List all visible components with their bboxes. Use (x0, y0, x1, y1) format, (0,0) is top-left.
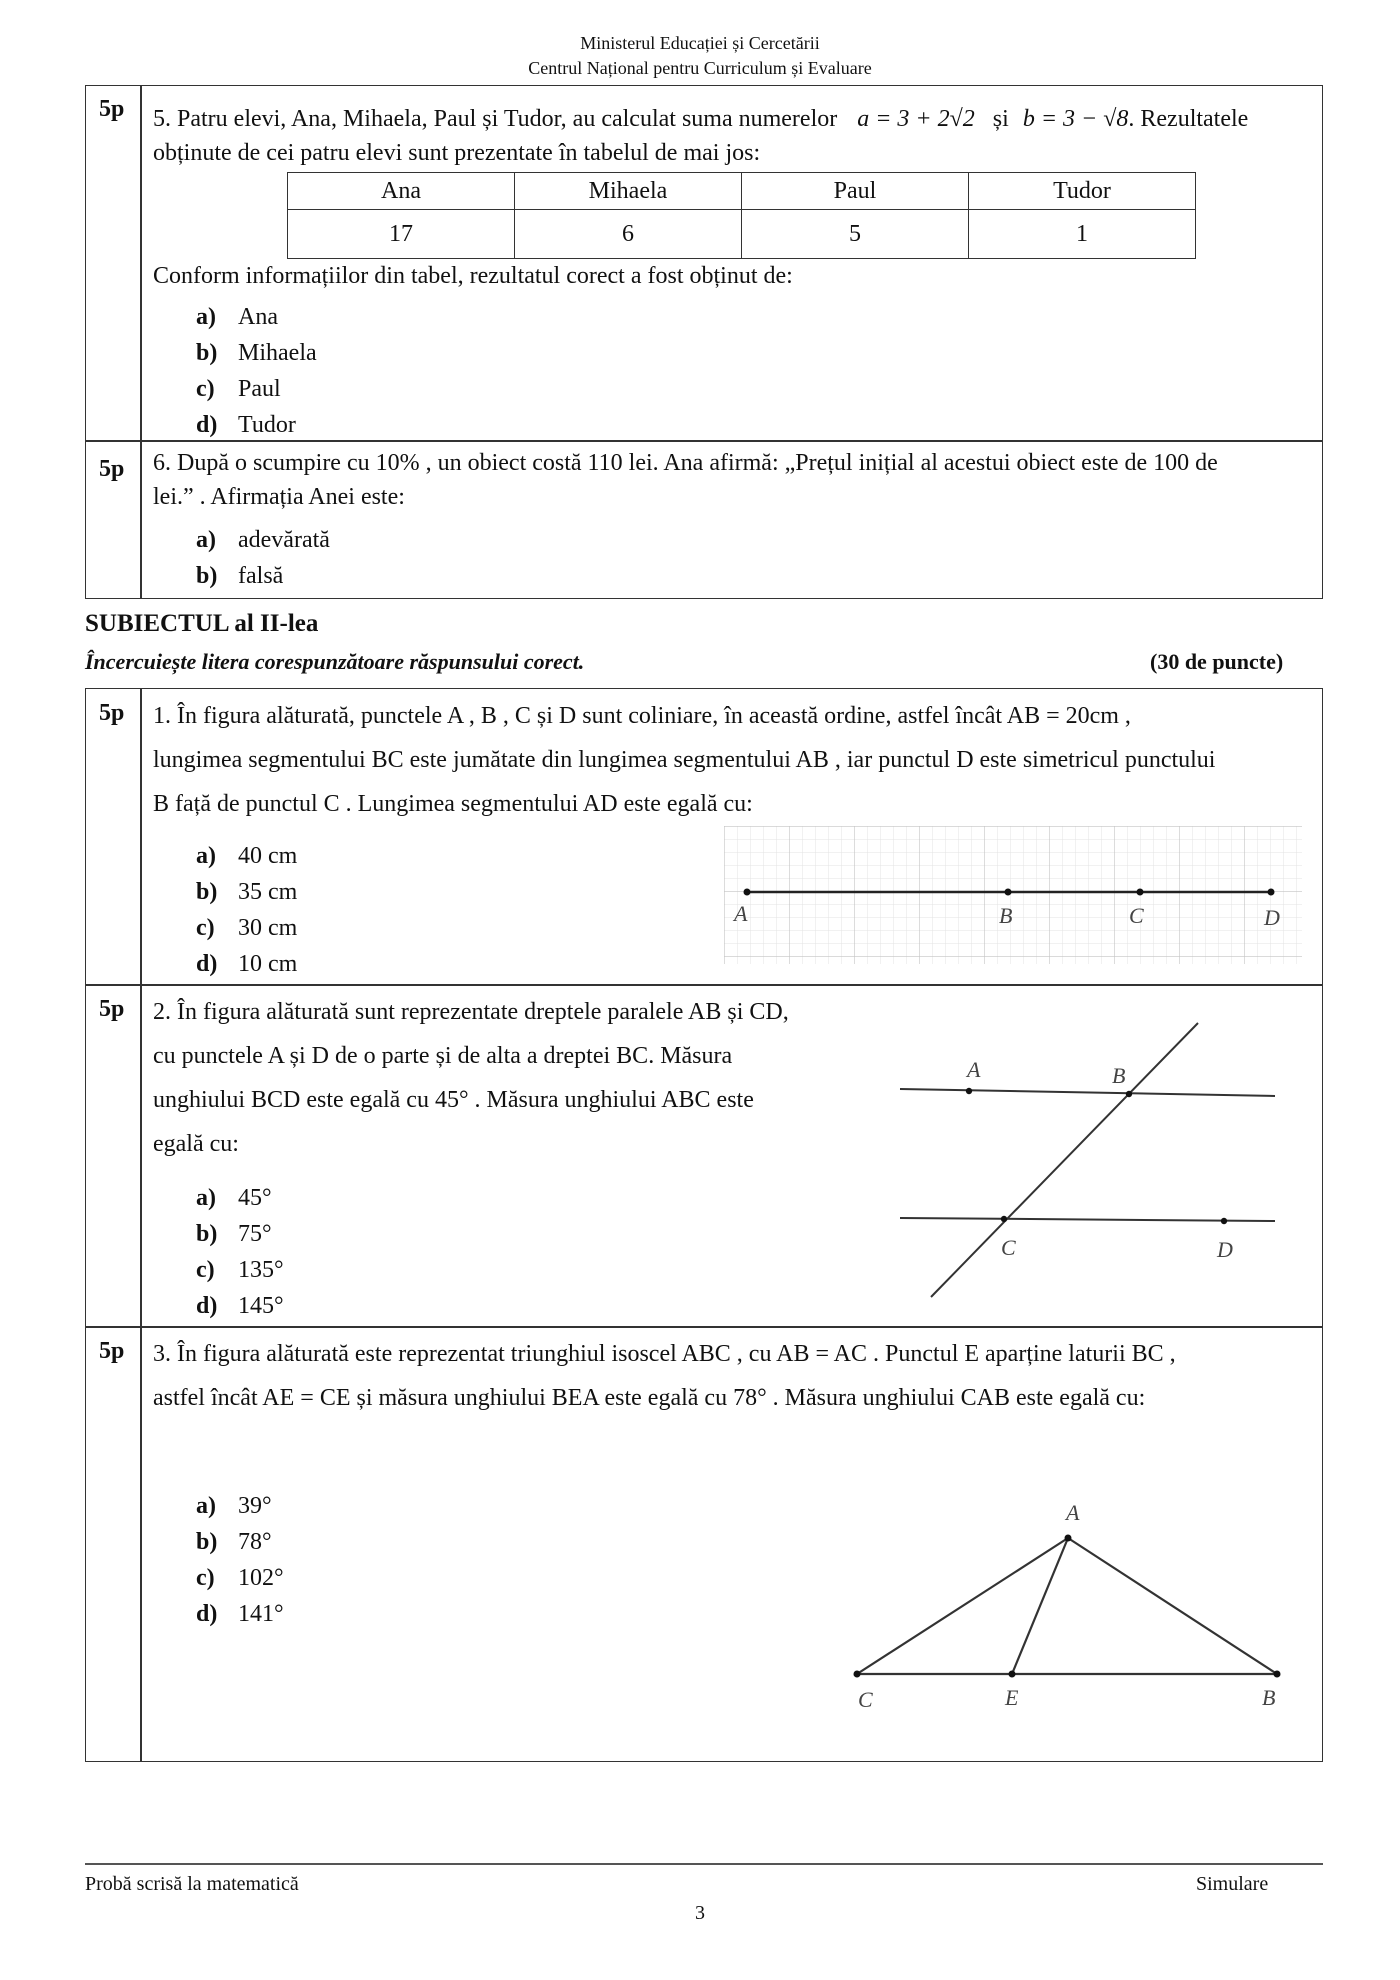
s2q2-line1: 2. În figura alăturată sunt reprezentate dreptele paralele AB și CD, (153, 999, 789, 1025)
s2q1-line3: B față de punctul C . Lungimea segmentului AD este egală cu: (153, 791, 753, 817)
point-e (1009, 1671, 1016, 1678)
s2q1-line1: 1. În figura alăturată, punctele A , B , C și D sunt coliniare, în această ordine, astfel încât AB = 20cm , (153, 703, 1131, 729)
option-item[interactable]: a) adevărată (196, 527, 330, 553)
option-item[interactable]: b) 35 cm (196, 879, 298, 905)
label-a: A (1066, 1500, 1080, 1525)
label-d: D (1217, 1237, 1233, 1262)
footer-right: Simulare (1196, 1873, 1269, 1895)
label-b: B (1262, 1685, 1276, 1710)
line-cd (900, 1218, 1275, 1221)
table-cell: 5 (742, 210, 969, 259)
label-c: C (1129, 903, 1144, 928)
s2q2-statement (153, 990, 853, 1166)
q6-statement (153, 446, 1313, 514)
point-c (1137, 889, 1144, 896)
table-cell: 1 (969, 210, 1196, 259)
section2-instruction: Încercuiește litera corespunzătoare răspunsului corect. (85, 649, 585, 674)
label-b: B (1112, 1063, 1126, 1088)
s2q2-points: 5p (99, 996, 125, 1022)
point-b (1005, 889, 1012, 896)
row-divider (85, 984, 1323, 986)
table-header-row (288, 173, 1196, 210)
line-ab (900, 1089, 1275, 1096)
s2q3-points: 5p (99, 1338, 125, 1364)
footer-rule (85, 1863, 1323, 1865)
q5-formula-a: a = 3 + 2√2 (857, 106, 975, 132)
header-center: Centrul Național pentru Curriculum și Evaluare (528, 58, 872, 78)
label-b: B (999, 903, 1013, 928)
s2q2-line2: cu punctele A și D de o parte și de alta a dreptei BC. Măsura (153, 1043, 733, 1069)
q5-text-a: 5. Patru elevi, Ana, Mihaela, Paul și Tudor, au calculat suma numerelor (153, 106, 838, 132)
q5-and: și (992, 106, 1009, 132)
option-item[interactable]: d) 145° (196, 1293, 284, 1319)
option-item[interactable]: b) falsă (196, 563, 284, 589)
q5-text-c: obținute de cei patru elevi sunt prezentate în tabelul de mai jos: (153, 140, 761, 166)
q5-points: 5p (99, 96, 125, 122)
point-d (1221, 1218, 1227, 1224)
label-c: C (1001, 1235, 1016, 1260)
option-item[interactable]: a) 39° (196, 1493, 272, 1519)
option-item[interactable]: c) 135° (196, 1257, 284, 1283)
section2-points: (30 de puncte) (1150, 649, 1284, 674)
label-c: C (858, 1687, 873, 1712)
s2q2-options (196, 1180, 284, 1324)
points-column-divider (140, 85, 142, 599)
s2q1-line2: lungimea segmentului BC este jumătate din lungimea segmentului AB , iar punctul D este simetricul punctului (153, 747, 1216, 773)
option-item[interactable]: d) Tudor (196, 412, 296, 438)
option-item[interactable]: b) Mihaela (196, 340, 317, 366)
label-d: D (1264, 905, 1280, 930)
point-c (854, 1671, 861, 1678)
q5-results-table (287, 172, 1196, 259)
option-item[interactable]: a) 40 cm (196, 843, 298, 869)
s2q3-line2: astfel încât AE = CE și măsura unghiului BEA este egală cu 78° . Măsura unghiului CAB este egală cu: (153, 1385, 1146, 1411)
table-header-cell: Paul (742, 173, 969, 210)
grid-background (724, 826, 1302, 964)
option-item[interactable]: c) 102° (196, 1565, 284, 1591)
page-number: 3 (695, 1902, 705, 1924)
option-item[interactable]: a) 45° (196, 1185, 272, 1211)
point-a (966, 1088, 972, 1094)
collinear-points-figure (724, 826, 1304, 966)
q5-formula-b: b = 3 − √8 (1022, 106, 1129, 132)
option-item[interactable]: c) Paul (196, 376, 281, 402)
q5-conclusion: Conform informațiilor din tabel, rezultatul corect a fost obținut de: (153, 263, 793, 289)
parallel-lines-figure (890, 1010, 1290, 1305)
option-item[interactable]: c) 30 cm (196, 915, 298, 941)
table-cell: 17 (288, 210, 515, 259)
s2q3-line1: 3. În figura alăturată este reprezentat triunghiul isoscel ABC , cu AB = AC . Punctul E aparține laturii BC , (153, 1341, 1176, 1367)
points-column-divider (140, 688, 142, 1762)
s2q1-options (196, 838, 297, 982)
point-c (1001, 1216, 1007, 1222)
point-a (1065, 1535, 1072, 1542)
q5-text-b: . Rezultatele (1128, 106, 1249, 132)
q5-statement (153, 102, 1313, 170)
label-a: A (734, 901, 748, 926)
s2q2-line3: unghiului BCD este egală cu 45° . Măsura unghiului ABC este (153, 1087, 754, 1113)
label-e: E (1005, 1685, 1019, 1710)
table-header-cell: Ana (288, 173, 515, 210)
triangle-abc (857, 1538, 1277, 1674)
segment-ae (1012, 1538, 1068, 1674)
header-ministry: Ministerul Educației și Cercetării (580, 33, 820, 53)
s2q1-statement (153, 694, 1313, 826)
q6-options (196, 522, 330, 594)
table-row (288, 210, 1196, 259)
label-a: A (967, 1057, 981, 1082)
point-a (744, 889, 751, 896)
isosceles-triangle-figure (840, 1490, 1300, 1720)
option-item[interactable]: b) 75° (196, 1221, 272, 1247)
point-d (1268, 889, 1275, 896)
section2-title: SUBIECTUL al II-lea (85, 610, 319, 637)
row-divider (85, 1326, 1323, 1328)
option-item[interactable]: b) 78° (196, 1529, 272, 1555)
option-item[interactable]: d) 10 cm (196, 951, 298, 977)
footer-left: Probă scrisă la matematică (85, 1873, 299, 1895)
q5-options (196, 299, 317, 443)
s2q2-line4: egală cu: (153, 1131, 239, 1157)
option-item[interactable]: a) Ana (196, 304, 278, 330)
s2q3-statement (153, 1332, 1313, 1420)
table-header-cell: Mihaela (515, 173, 742, 210)
s2q1-points: 5p (99, 700, 125, 726)
q6-line2: lei.” . Afirmația Anei este: (153, 484, 405, 510)
q6-points: 5p (99, 456, 125, 482)
option-item[interactable]: d) 141° (196, 1601, 284, 1627)
table-header-cell: Tudor (969, 173, 1196, 210)
q6-line1: 6. După o scumpire cu 10% , un obiect costă 110 lei. Ana afirmă: „Prețul inițial al acestui obiect este de 100 de (153, 450, 1218, 476)
point-b (1126, 1091, 1132, 1097)
s2q3-options (196, 1488, 284, 1632)
table-cell: 6 (515, 210, 742, 259)
point-b (1274, 1671, 1281, 1678)
